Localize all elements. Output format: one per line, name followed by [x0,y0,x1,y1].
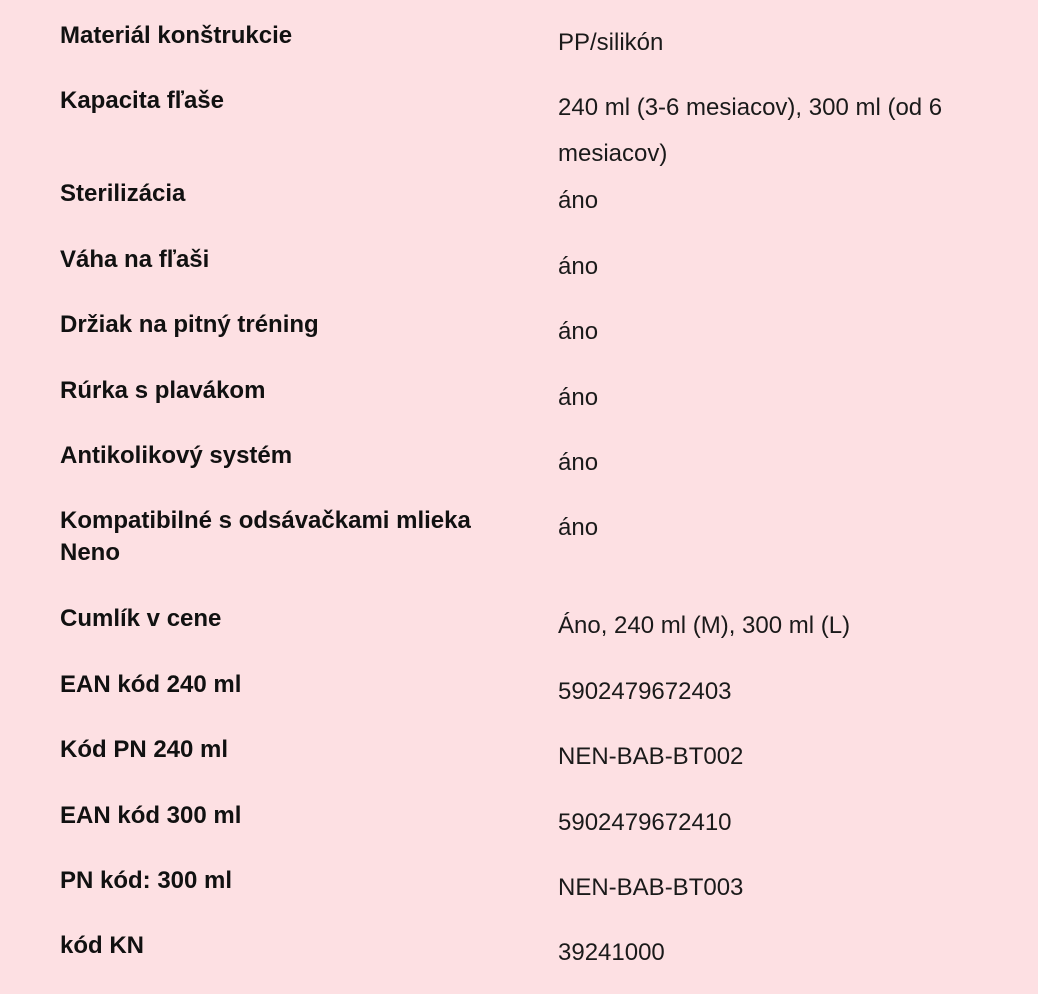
spec-value: áno [558,318,599,345]
spec-label: Váha na fľaši [60,246,210,273]
spec-value: NEN-BAB-BT003 [558,874,744,901]
spec-value: áno [558,187,599,214]
spec-label: Cumlík v cene [60,605,222,632]
spec-label: Sterilizácia [60,180,186,207]
spec-value: áno [558,514,599,541]
spec-value: 5902479672410 [558,809,732,836]
spec-label: Kapacita fľaše [60,87,224,114]
spec-value: PP/silikón [558,29,664,56]
spec-label: EAN kód 240 ml [60,671,242,698]
spec-label: Kompatibilné s odsávačkami mlieka Neno [60,507,471,566]
spec-label: EAN kód 300 ml [60,802,242,829]
spec-value: áno [558,449,599,476]
spec-value: 240 ml (3-6 mesiacov), 300 ml (od 6 mesiacov) [558,94,943,167]
spec-label: Antikolikový systém [60,442,293,469]
spec-value: áno [558,253,599,280]
spec-value: áno [558,384,599,411]
spec-label: kód KN [60,932,144,959]
spec-label: Držiak na pitný tréning [60,311,319,338]
spec-label: Rúrka s plavákom [60,377,266,404]
spec-value: Áno, 240 ml (M), 300 ml (L) [558,612,851,639]
spec-label: Kód PN 240 ml [60,736,229,763]
spec-value: 5902479672403 [558,678,732,705]
spec-label: PN kód: 300 ml [60,867,233,894]
spec-label: Materiál konštrukcie [60,22,293,49]
spec-value: NEN-BAB-BT002 [558,743,744,770]
spec-value: 39241000 [558,939,665,966]
